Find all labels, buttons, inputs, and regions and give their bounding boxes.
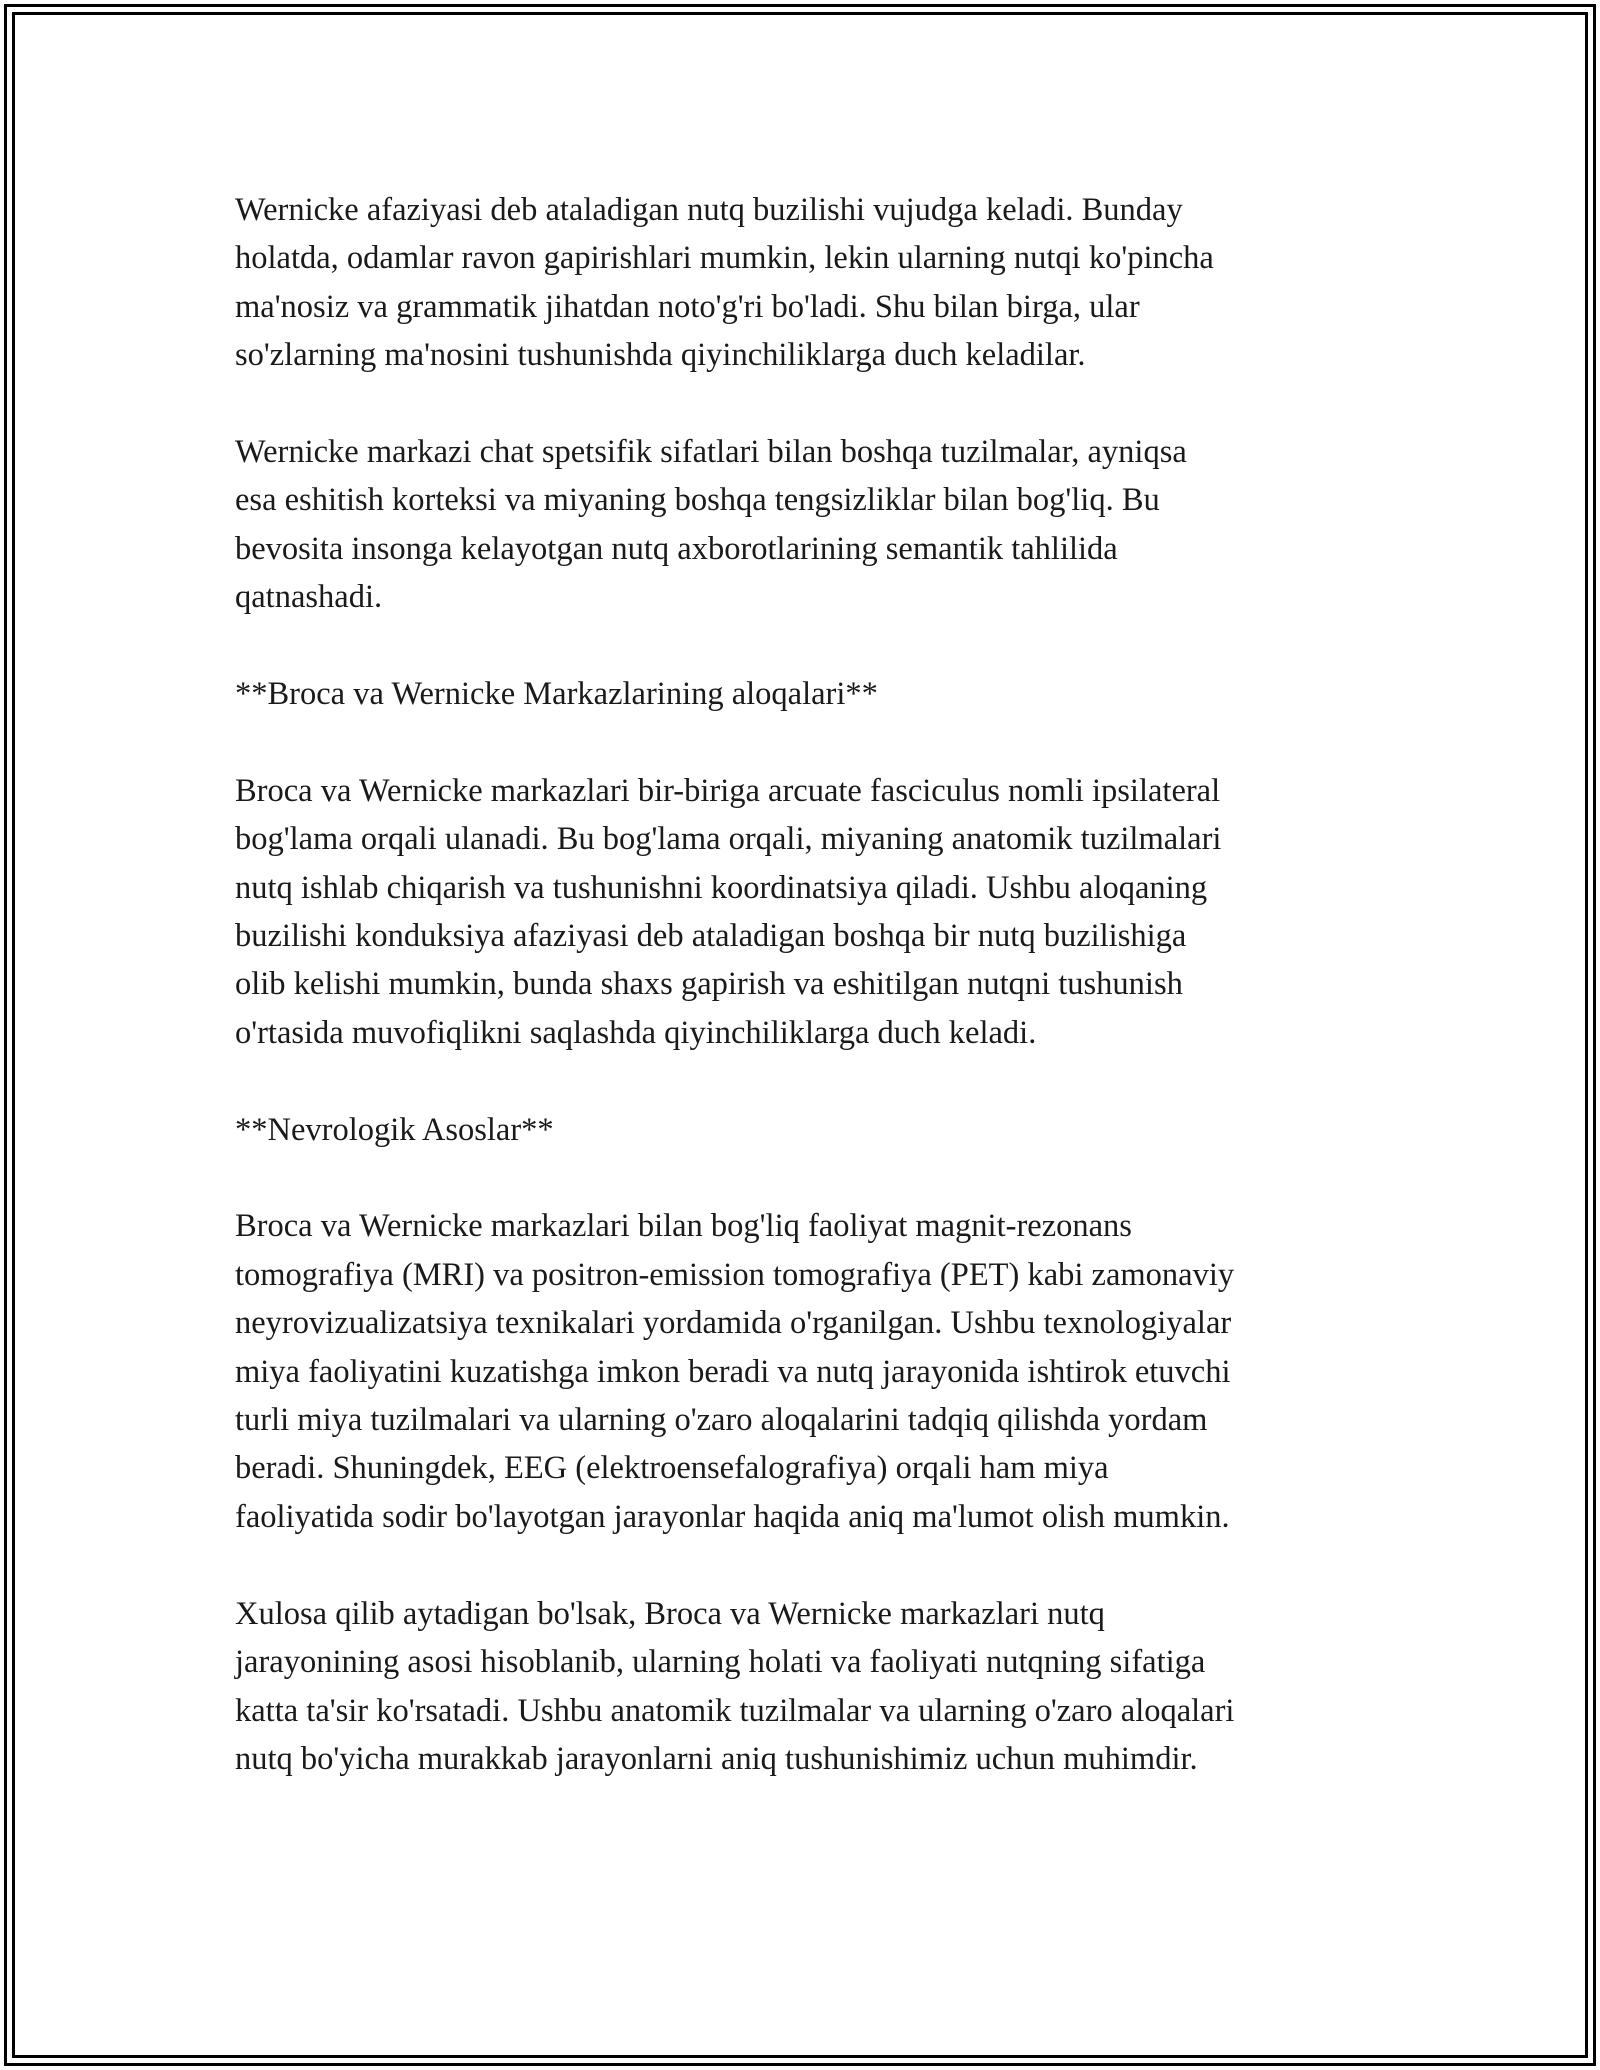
document-body bbox=[235, 186, 1385, 1832]
text-line: Xulosa qilib aytadigan bo'lsak, Broca va Wernicke markazlari nutq bbox=[235, 1595, 1105, 1632]
text-line: jarayonining asosi hisoblanib, ularning holati va faoliyati nutqning sifatiga bbox=[235, 1644, 1206, 1681]
text-line: miya faoliyatini kuzatishga imkon beradi va nutq jarayonida ishtirok etuvchi bbox=[235, 1353, 1231, 1390]
paragraph-wernicke-center bbox=[235, 428, 1385, 622]
text-line: Wernicke afaziyasi deb ataladigan nutq buzilishi vujudga keladi. Bunday bbox=[235, 192, 1183, 228]
text-line: beradi. Shuningdek, EEG (elektroensefalografiya) orqali ham miya bbox=[235, 1450, 1109, 1487]
text-line: Wernicke markazi chat spetsifik sifatlari bilan boshqa tuzilmalar, ayniqsa bbox=[235, 434, 1187, 471]
text-line: olib kelishi mumkin, bunda shaxs gapirish va eshitilgan nutqni tushunish bbox=[235, 966, 1183, 1003]
text-line: so'zlarning ma'nosini tushunishda qiyinchiliklarga duch keladilar. bbox=[235, 337, 1086, 374]
section-heading-connections bbox=[235, 670, 1385, 718]
text-line: esa eshitish korteksi va miyaning boshqa tengsizliklar bilan bog'liq. Bu bbox=[235, 482, 1160, 519]
text-line: buzilishi konduksiya afaziyasi deb ataladigan boshqa bir nutq buzilishiga bbox=[235, 918, 1187, 955]
text-line: faoliyatida sodir bo'layotgan jarayonlar haqida aniq ma'lumot olish mumkin. bbox=[235, 1498, 1230, 1535]
paragraph-neuroimaging bbox=[235, 1202, 1385, 1541]
section-heading-neurological bbox=[235, 1106, 1385, 1154]
text-line: bevosita insonga kelayotgan nutq axborotlarining semantik tahlilida bbox=[235, 530, 1118, 567]
text-line: ma'nosiz va grammatik jihatdan noto'g'ri bo'ladi. Shu bilan birga, ular bbox=[235, 288, 1140, 325]
text-line: bog'lama orqali ulanadi. Bu bog'lama orqali, miyaning anatomik tuzilmalari bbox=[235, 821, 1222, 858]
text-line: neyrovizualizatsiya texnikalari yordamida o'rganilgan. Ushbu texnologiyalar bbox=[235, 1305, 1232, 1342]
text-line: nutq bo'yicha murakkab jarayonlarni aniq tushunishimiz uchun muhimdir. bbox=[235, 1740, 1198, 1777]
paragraph-wernicke-aphasia bbox=[235, 186, 1385, 380]
text-line: holatda, odamlar ravon gapirishlari mumkin, lekin ularning nutqi ko'pincha bbox=[235, 240, 1214, 277]
text-line: Broca va Wernicke markazlari bir-biriga arcuate fasciculus nomli ipsilateral bbox=[235, 772, 1221, 809]
heading-line: **Nevrologik Asoslar** bbox=[235, 1111, 554, 1148]
paragraph-conclusion bbox=[235, 1590, 1385, 1784]
text-line: tomografiya (MRI) va positron-emission tomografiya (PET) kabi zamonaviy bbox=[235, 1256, 1235, 1293]
heading-line: **Broca va Wernicke Markazlarining aloqalari** bbox=[235, 676, 878, 713]
text-line: turli miya tuzilmalari va ularning o'zaro aloqalarini tadqiq qilishda yordam bbox=[235, 1402, 1208, 1439]
text-line: o'rtasida muvofiqlikni saqlashda qiyinchiliklarga duch keladi. bbox=[235, 1014, 1037, 1051]
text-line: qatnashadi. bbox=[235, 579, 383, 616]
text-line: Broca va Wernicke markazlari bilan bog'liq faoliyat magnit-rezonans bbox=[235, 1208, 1132, 1245]
paragraph-arcuate-fasciculus bbox=[235, 767, 1385, 1057]
text-line: nutq ishlab chiqarish va tushunishni koordinatsiya qiladi. Ushbu aloqaning bbox=[235, 869, 1208, 906]
text-line: katta ta'sir ko'rsatadi. Ushbu anatomik tuzilmalar va ularning o'zaro aloqalari bbox=[235, 1692, 1235, 1729]
